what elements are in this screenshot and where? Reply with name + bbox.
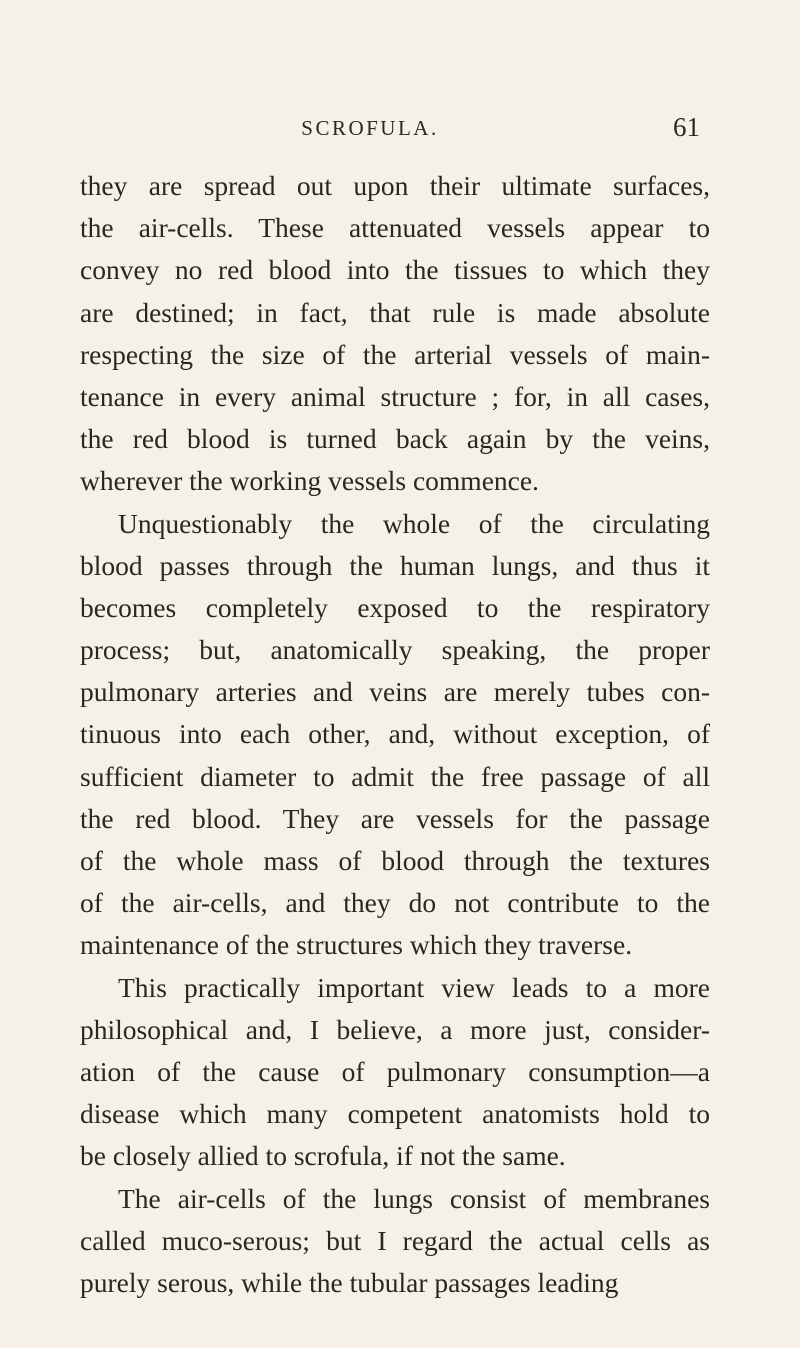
text-line: called muco-serous; but I regard the actual cells as <box>80 1224 710 1256</box>
text-line: ation of the cause of pulmonary consumption—a <box>80 1055 710 1087</box>
text-line: respecting the size of the arterial vessels of main- <box>80 338 710 370</box>
text-line: be closely allied to scrofula, if not the same. <box>80 1140 566 1172</box>
text-line: This practically important view leads to a more <box>118 971 710 1003</box>
text-line: wherever the working vessels commence. <box>80 465 539 497</box>
text-line: are destined; in fact, that rule is made absolute <box>80 296 710 328</box>
text-line: the air-cells. These attenuated vessels appear to <box>80 212 710 244</box>
text-line: purely serous, while the tubular passages leading <box>80 1266 619 1298</box>
text-line: tenance in every animal structure ; for, in all cases, <box>80 380 710 412</box>
running-head <box>80 112 700 152</box>
text-line: pulmonary arteries and veins are merely tubes con- <box>80 676 710 708</box>
text-line: maintenance of the structures which they traverse. <box>80 929 633 961</box>
text-line: philosophical and, I believe, a more just, consider- <box>80 1013 710 1045</box>
text-line: becomes completely exposed to the respiratory <box>80 591 710 623</box>
text-line: The air-cells of the lungs consist of membranes <box>118 1182 710 1214</box>
text-line: tinuous into each other, and, without exception, of <box>80 718 710 750</box>
text-line: Unquestionably the whole of the circulating <box>118 507 710 539</box>
text-line: the red blood is turned back again by the veins, <box>80 423 710 455</box>
body-text <box>80 165 710 1304</box>
text-line: convey no red blood into the tissues to which they <box>80 254 710 286</box>
running-head-title: SCROFULA. <box>301 116 439 140</box>
text-line: blood passes through the human lungs, and thus it <box>80 549 710 581</box>
text-line: disease which many competent anatomists hold to <box>80 1098 710 1130</box>
text-line: they are spread out upon their ultimate surfaces, <box>80 170 710 201</box>
text-line: of the air-cells, and they do not contribute to the <box>80 887 710 919</box>
text-line: sufficient diameter to admit the free passage of all <box>80 760 710 792</box>
page-number: 61 <box>673 112 700 142</box>
text-line: process; but, anatomically speaking, the proper <box>80 634 710 666</box>
text-line: the red blood. They are vessels for the passage <box>80 802 710 834</box>
text-line: of the whole mass of blood through the textures <box>80 845 710 876</box>
